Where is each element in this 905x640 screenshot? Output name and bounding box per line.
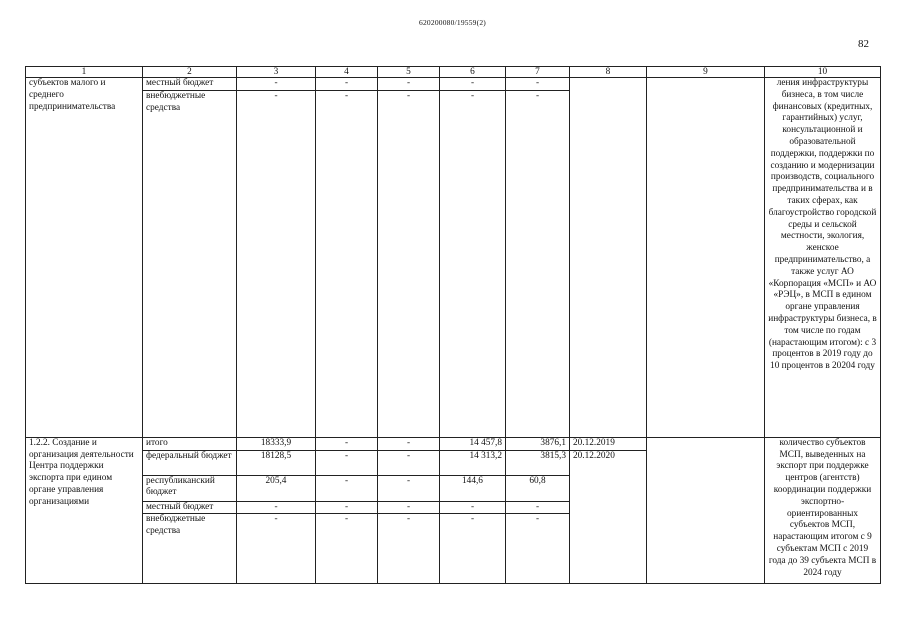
value-cell: -	[316, 475, 378, 501]
funding-source: федеральный бюджет	[143, 450, 237, 475]
value-cell: 14 313,2	[440, 450, 506, 475]
funding-source: внебюджетные средства	[143, 90, 237, 437]
column-number: 1	[26, 67, 143, 78]
value-cell: -	[506, 501, 570, 514]
value-cell: -	[378, 78, 440, 91]
value-cell: -	[440, 90, 506, 437]
value-cell: -	[316, 437, 378, 450]
indicator-text: ления инфраструктуры бизнеса, в том числе финансовых (кредитных, гарантийных) услуг, консультационной и образовательной поддержки, поддержки по созданию и модернизации производств, социального предпринимательства и в таких сферах, как благоустройство городской среды и сельской местности, экология, женское предпринимательство, а также услуг АО «Корпорация «МСП» и АО «РЭЦ», в МСП в едином органе управления инфраструктуры бизнеса, в том числе по годам (нарастающим итогом): с 3 процентов в 2019 году до 10 процентов в 20204 году	[765, 78, 881, 438]
column-number: 10	[765, 67, 881, 78]
value-cell: -	[506, 514, 570, 584]
funding-source: республиканский бюджет	[143, 475, 237, 501]
value-cell: 18333,9	[237, 437, 316, 450]
column-number: 2	[143, 67, 237, 78]
value-cell: -	[440, 78, 506, 91]
table-row	[26, 78, 881, 91]
value-cell: -	[316, 514, 378, 584]
value-cell: -	[378, 90, 440, 437]
value-cell: -	[378, 450, 440, 475]
value-cell: -	[316, 78, 378, 91]
activity-name: субъектов малого и среднего предпринимательства	[26, 78, 143, 438]
value-cell: -	[378, 501, 440, 514]
column-number: 7	[506, 67, 570, 78]
funding-source: местный бюджет	[143, 78, 237, 91]
value-cell: -	[237, 501, 316, 514]
value-cell: 205,4	[237, 475, 316, 501]
column-number: 4	[316, 67, 378, 78]
column-number-row	[26, 67, 881, 78]
value-cell: 60,8	[506, 475, 570, 501]
column-number: 5	[378, 67, 440, 78]
value-cell: 18128,5	[237, 450, 316, 475]
column-number: 3	[237, 67, 316, 78]
responsible-cell	[647, 437, 765, 584]
table-row	[26, 437, 881, 450]
start-date: 20.12.2019	[570, 437, 647, 450]
value-cell: -	[237, 514, 316, 584]
program-table	[25, 66, 881, 584]
column-number: 9	[647, 67, 765, 78]
funding-source: местный бюджет	[143, 501, 237, 514]
indicator-text: количество субъектов МСП, выведенных на экспорт при поддержке центров (агентств) координации поддержки экспортно-ориентированных субъектов МСП, нарастающим итогом с 9 субъектам МСП с 2019 года до 39 субъекта МСП в 2024 году	[765, 437, 881, 584]
value-cell: -	[316, 450, 378, 475]
value-cell: 14 457,8	[440, 437, 506, 450]
page-number: 82	[858, 38, 869, 50]
end-date: 20.12.2020	[570, 450, 647, 584]
value-cell: -	[237, 78, 316, 91]
value-cell: -	[378, 475, 440, 501]
funding-source: внебюджетные средства	[143, 514, 237, 584]
value-cell: 3876,1	[506, 437, 570, 450]
funding-source: итого	[143, 437, 237, 450]
value-cell: -	[316, 501, 378, 514]
document-id: 620200080/19559(2)	[419, 18, 486, 27]
value-cell: -	[316, 90, 378, 437]
value-cell: 144,6	[440, 475, 506, 501]
value-cell: -	[506, 78, 570, 91]
value-cell: 3815,3	[506, 450, 570, 475]
value-cell: -	[440, 501, 506, 514]
column-number: 6	[440, 67, 506, 78]
column-number: 8	[570, 67, 647, 78]
value-cell: -	[506, 90, 570, 437]
value-cell: -	[378, 437, 440, 450]
date-cell	[570, 78, 647, 438]
value-cell: -	[237, 90, 316, 437]
value-cell: -	[378, 514, 440, 584]
responsible-cell	[647, 78, 765, 438]
value-cell: -	[440, 514, 506, 584]
activity-name: 1.2.2. Создание и организация деятельности Центра поддержки экспорта при едином органе управления организациями	[26, 437, 143, 584]
